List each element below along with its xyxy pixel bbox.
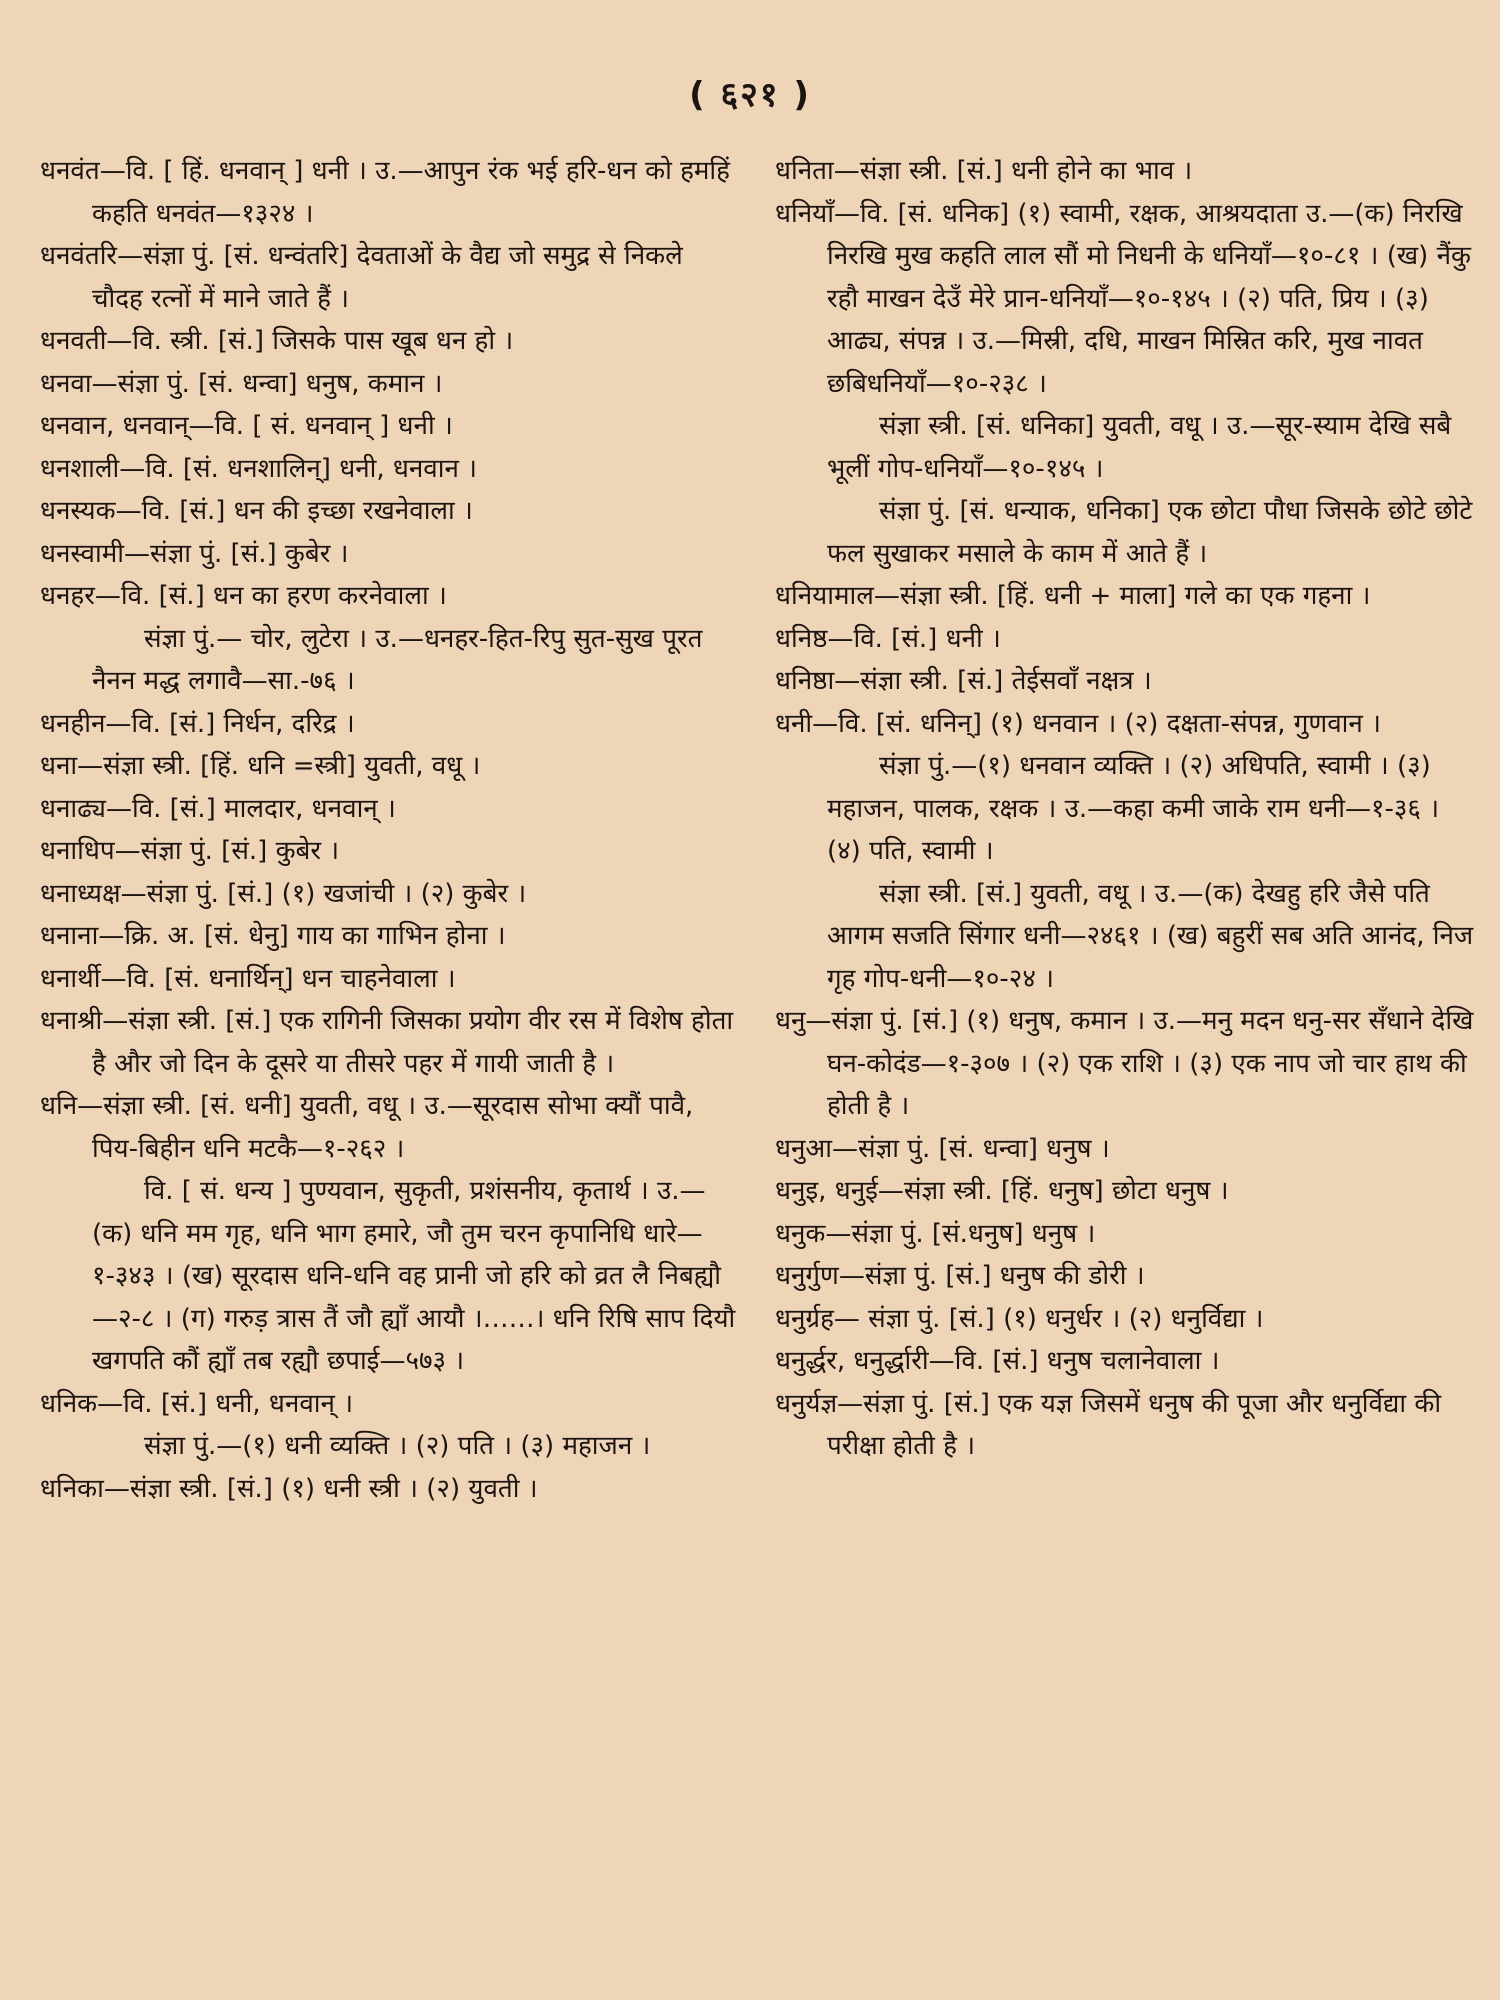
left-column — [40, 150, 740, 1510]
dictionary-entry: धनस्यक—वि. [सं.] धन की इच्छा रखनेवाला । — [40, 496, 473, 526]
dictionary-entry: संज्ञा पुं.—(१) धनी व्यक्ति । (२) पति । (३) महाजन । — [144, 1431, 651, 1461]
dictionary-entry: वि. [ सं. धन्य ] पुण्यवान, सुकृती, प्रशंसनीय, कृतार्थ । उ.—(क) धनि मम गृह, धनि भाग हमारे, जौ तुम चरन कृपानिधि धारे—१-३४३ । (ख) सूरदास धनि-धनि वह प्रानी जो हरि को व्रत लै निबह्यौ—२-८ । (ग) गरुड़ त्रास तैं जौ ह्याँ आयौ ।……। धनि रिषि साप दियौ खगपति कौं ह्याँ तब रह्यौ छपाई—५७३ । — [92, 1176, 736, 1376]
dictionary-entry: धनाढ्य—वि. [सं.] मालदार, धनवान् । — [40, 793, 396, 824]
dictionary-entry: धनाश्री—संज्ञा स्त्री. [सं.] एक रागिनी जिसका प्रयोग वीर रस में विशेष होता है और जो दिन के दूसरे या तीसरे पहर में गायी जाती है । — [40, 1006, 734, 1079]
dictionary-entry: धनिष्ठा—संज्ञा स्त्री. [सं.] तेईसवाँ नक्षत्र । — [775, 666, 1152, 696]
page-number: ( ६२१ ) — [689, 75, 811, 115]
dictionary-entry: धनाध्यक्ष—संज्ञा पुं. [सं.] (१) खजांची । (२) कुबेर । — [40, 878, 527, 909]
dictionary-entry: धनियामाल—संज्ञा स्त्री. [हिं. धनी + माला] गले का एक गहना । — [775, 581, 1371, 611]
dictionary-entry: संज्ञा पुं. [सं. धन्याक, धनिका] एक छोटा पौधा जिसके छोटे छोटे फल सुखाकर मसाले के काम में आते हैं । — [827, 496, 1473, 569]
dictionary-entry: धनार्थी—वि. [सं. धनार्थिन्] धन चाहनेवाला । — [40, 963, 456, 994]
dictionary-entry: धनिष्ठ—वि. [सं.] धनी । — [775, 623, 1001, 654]
dictionary-entry: धनु—संज्ञा पुं. [सं.] (१) धनुष, कमान । उ.—मनु मदन धनु-सर सँधाने देखि घन-कोदंड—१-३०७ । (२) एक राशि । (३) एक नाप जो चार हाथ की होती है । — [775, 1006, 1474, 1121]
dictionary-entry: संज्ञा स्त्री. [सं. धनिका] युवती, वधू । उ.—सूर-स्याम देखि सबै भूलीं गोप-धनियाँ—१०-१४५ । — [827, 411, 1452, 484]
dictionary-entry: संज्ञा पुं.— चोर, लुटेरा । उ.—धनहर-हित-रिपु सुत-सुख पूरत नैनन मद्ध लगावै—सा.-७६ । — [92, 623, 703, 696]
dictionary-entry: धनी—वि. [सं. धनिन्] (१) धनवान । (२) दक्षता-संपन्न, गुणवान । — [775, 708, 1381, 739]
dictionary-entry: धनहीन—वि. [सं.] निर्धन, दरिद्र । — [40, 708, 355, 739]
dictionary-entry: धनिका—संज्ञा स्त्री. [सं.] (१) धनी स्त्री । (२) युवती । — [40, 1473, 538, 1504]
dictionary-entry: धनि—संज्ञा स्त्री. [सं. धनी] युवती, वधू । उ.—सूरदास सोभा क्यौं पावै, पिय-बिहीन धनि मटकै—१-२६२ । — [40, 1091, 694, 1164]
dictionary-entry: संज्ञा पुं.—(१) धनवान व्यक्ति । (२) अधिपति, स्वामी । (३) महाजन, पालक, रक्षक । उ.—कहा कमी जाके राम धनी—१-३६ । (४) पति, स्वामी । — [827, 751, 1440, 866]
dictionary-entry: धनवान, धनवान्—वि. [ सं. धनवान् ] धनी । — [40, 411, 453, 441]
dictionary-entry: धनवंत—वि. [ हिं. धनवान् ] धनी । उ.—आपुन रंक भई हरि-धन को हमहिं कहति धनवंत—१३२४ । — [40, 156, 730, 229]
dictionary-entry: धनवती—वि. स्त्री. [सं.] जिसके पास खूब धन हो । — [40, 326, 514, 356]
dictionary-entry: धनिता—संज्ञा स्त्री. [सं.] धनी होने का भाव । — [775, 156, 1193, 186]
dictionary-entry: धनुइ, धनुई—संज्ञा स्त्री. [हिं. धनुष] छोटा धनुष । — [775, 1176, 1229, 1206]
dictionary-entry: धनुर्ग्रह— संज्ञा पुं. [सं.] (१) धनुर्धर । (२) धनुर्विद्या । — [775, 1303, 1264, 1334]
dictionary-entry: धनहर—वि. [सं.] धन का हरण करनेवाला । — [40, 581, 447, 611]
dictionary-entry: धनस्वामी—संज्ञा पुं. [सं.] कुबेर । — [40, 538, 349, 569]
dictionary-entry: धनाधिप—संज्ञा पुं. [सं.] कुबेर । — [40, 836, 340, 866]
dictionary-entry: धना—संज्ञा स्त्री. [हिं. धनि =स्त्री] युवती, वधू । — [40, 751, 481, 781]
dictionary-entry: धनुआ—संज्ञा पुं. [सं. धन्वा] धनुष । — [775, 1133, 1110, 1164]
dictionary-entry: धनाना—क्रि. अ. [सं. धेनु] गाय का गाभिन होना । — [40, 921, 506, 951]
dictionary-entry: धनुर्यज्ञ—संज्ञा पुं. [सं.] एक यज्ञ जिसमें धनुष की पूजा और धनुर्विद्या की परीक्षा होती है । — [775, 1388, 1442, 1461]
dictionary-entry: धनिक—वि. [सं.] धनी, धनवान् । — [40, 1388, 354, 1419]
dictionary-entry: धनुर्द्धर, धनुर्द्धारी—वि. [सं.] धनुष चलानेवाला । — [775, 1346, 1220, 1376]
dictionary-entry: संज्ञा स्त्री. [सं.] युवती, वधू । उ.—(क) देखहु हरि जैसे पति आगम सजति सिंगार धनी—२४६१ । (ख) बहुरीं सब अति आनंद, निज गृह गोप-धनी—१०-२४ । — [827, 878, 1474, 994]
dictionary-entry: धनियाँ—वि. [सं. धनिक] (१) स्वामी, रक्षक, आश्रयदाता उ.—(क) निरखि निरखि मुख कहति लाल सौं मो निधनी के धनियाँ—१०-८१ । (ख) नैंकु रहौ माखन देउँ मेरे प्रान-धनियाँ—१०-१४५ । (२) पति, प्रिय । (३) आढ्य, संपन्न । उ.—मिस्री, दधि, माखन मिस्रित करि, मुख नावत छबिधनियाँ—१०-२३८ । — [775, 198, 1471, 399]
dictionary-entry: धनवा—संज्ञा पुं. [सं. धन्वा] धनुष, कमान । — [40, 368, 443, 399]
dictionary-entry: धनुक—संज्ञा पुं. [सं.धनुष] धनुष । — [775, 1218, 1096, 1249]
dictionary-entry: धनशाली—वि. [सं. धनशालिन्] धनी, धनवान । — [40, 453, 478, 484]
right-column — [775, 150, 1475, 1468]
dictionary-entry: धनुर्गुण—संज्ञा पुं. [सं.] धनुष की डोरी । — [775, 1261, 1145, 1291]
dictionary-entry: धनवंतरि—संज्ञा पुं. [सं. धन्वंतरि] देवताओं के वैद्य जो समुद्र से निकले चौदह रत्नों में माने जाते हैं । — [40, 241, 683, 314]
